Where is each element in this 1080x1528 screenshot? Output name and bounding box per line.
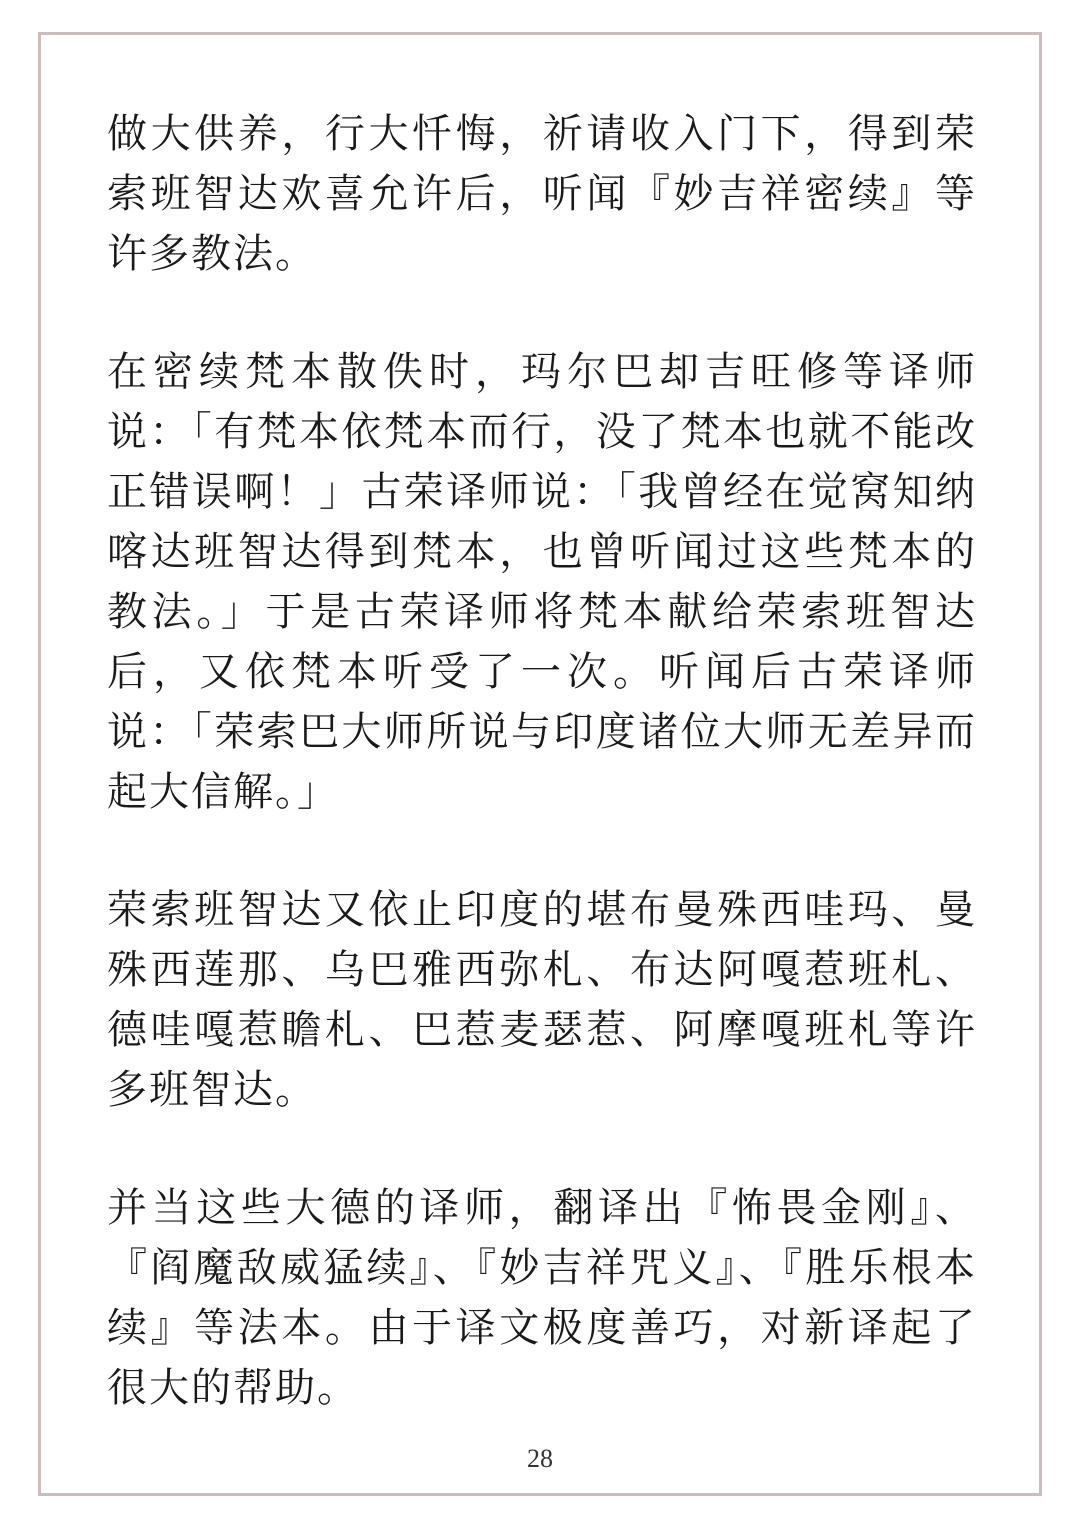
document-body [107, 104, 977, 1476]
paragraph-3: 荣索班智达又依止印度的堪布曼殊西哇玛、曼殊西莲那、乌巴雅西弥札、布达阿嘎惹班札、德哇嘎惹瞻札、巴惹麦瑟惹、阿摩嘎班札等许多班智达。 [107, 887, 977, 1113]
paragraph-1: 做大供养，行大忏悔，祈请收入门下，得到荣索班智达欢喜允许后，听闻『妙吉祥密续』等许多教法。 [107, 111, 977, 277]
paragraph-2: 在密续梵本散佚时，玛尔巴却吉旺修等译师说：「有梵本依梵本而行，没了梵本也就不能改正错误啊！」古荣译师说：「我曾经在觉窝知纳喀达班智达得到梵本，也曾听闻过这些梵本的教法。」于是古荣译师将梵本献给荣索班智达后，又依梵本听受了一次。听闻后古荣译师说：「荣索巴大师所说与印度诸位大师无差异而起大信解。」 [107, 349, 977, 815]
page-number: 28 [527, 1444, 553, 1473]
paragraph-4: 并当这些大德的译师，翻译出『怖畏金刚』、『阎魔敌威猛续』、『妙吉祥咒义』、『胜乐根本续』等法本。由于译文极度善巧，对新译起了很大的帮助。 [107, 1185, 977, 1411]
